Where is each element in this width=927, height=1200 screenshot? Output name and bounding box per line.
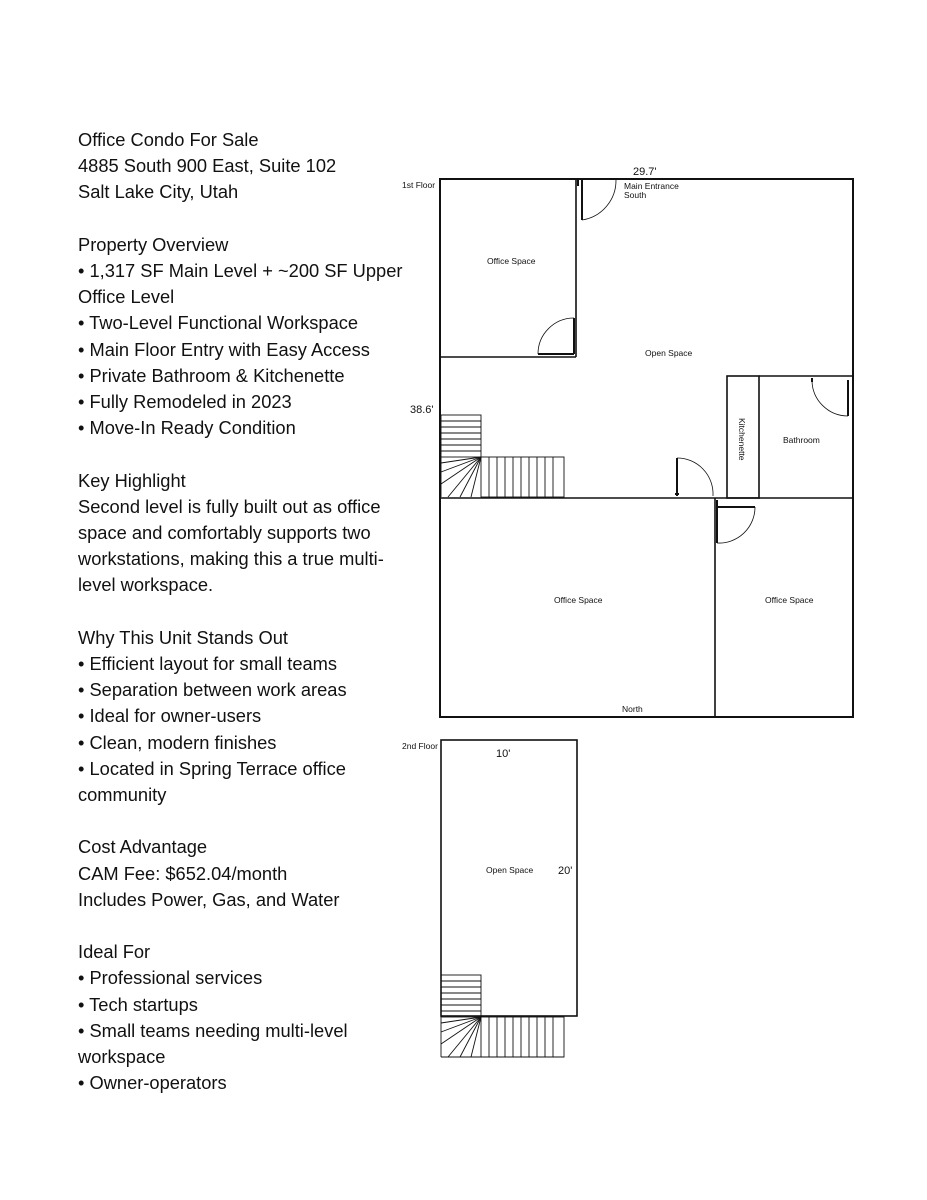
overview-item: • Private Bathroom & Kitchenette bbox=[78, 364, 345, 386]
second-floor-plan bbox=[441, 740, 577, 1057]
room-bathroom: Bathroom bbox=[783, 435, 820, 445]
ideal-item: • Owner-operators bbox=[78, 1072, 227, 1094]
standout-item: • Ideal for owner-users bbox=[78, 705, 262, 727]
standout-heading: Why This Unit Stands Out bbox=[78, 626, 288, 648]
listing-title: Office Condo For Sale bbox=[78, 129, 259, 150]
bathroom-door-icon bbox=[812, 378, 848, 416]
first-floor-label: 1st Floor bbox=[402, 180, 436, 190]
overview-item: • 1,317 SF Main Level + ~200 SF Upper bbox=[78, 260, 403, 281]
main-entrance-direction: South bbox=[624, 190, 647, 200]
address-city: Salt Lake City, Utah bbox=[78, 181, 239, 203]
overview-item: Office Level bbox=[78, 286, 175, 308]
highlight-line: Second level is fully built out as office bbox=[78, 495, 381, 517]
room-office-bottom-right: Office Space bbox=[765, 595, 814, 605]
standout-item: community bbox=[78, 784, 167, 806]
cam-includes: Includes Power, Gas, and Water bbox=[78, 888, 340, 910]
address-street: 4885 South 900 East, Suite 102 bbox=[78, 155, 337, 177]
cost-heading: Cost Advantage bbox=[78, 836, 208, 858]
standout-item: • Efficient layout for small teams bbox=[78, 653, 338, 675]
room-open-space: Open Space bbox=[645, 348, 693, 358]
ideal-item: • Small teams needing multi-level bbox=[78, 1019, 348, 1041]
highlight-heading: Key Highlight bbox=[78, 469, 186, 491]
cam-fee: CAM Fee: $652.04/month bbox=[78, 862, 288, 884]
first-floor-depth-dim: 38.6' bbox=[410, 404, 434, 416]
office-door-icon bbox=[717, 500, 755, 543]
office-door-icon bbox=[538, 318, 574, 354]
first-floor-width-dim: 29.7' bbox=[633, 166, 657, 178]
stairs-icon bbox=[441, 415, 564, 497]
room-office-top-left: Office Space bbox=[487, 256, 536, 266]
overview-item: • Move-In Ready Condition bbox=[78, 417, 296, 439]
overview-heading: Property Overview bbox=[78, 233, 229, 255]
ideal-item: • Professional services bbox=[78, 967, 263, 989]
second-floor-width-dim: 10' bbox=[496, 748, 511, 760]
office-door-icon bbox=[675, 458, 713, 496]
standout-item: • Located in Spring Terrace office bbox=[78, 757, 346, 779]
overview-item: • Two-Level Functional Workspace bbox=[78, 312, 359, 334]
highlight-line: space and comfortably supports two bbox=[78, 522, 371, 544]
overview-item: • Main Floor Entry with Easy Access bbox=[78, 338, 370, 360]
ideal-item: • Tech startups bbox=[78, 993, 198, 1015]
overview-item: • Fully Remodeled in 2023 bbox=[78, 391, 292, 413]
room-kitchenette: Kitchenette bbox=[737, 418, 747, 461]
ideal-item: workspace bbox=[78, 1046, 166, 1068]
room-open-space-upper: Open Space bbox=[486, 865, 534, 875]
standout-item: • Clean, modern finishes bbox=[78, 731, 277, 753]
main-entrance-door-icon bbox=[578, 180, 616, 220]
second-floor-depth-dim: 20' bbox=[558, 865, 573, 877]
ideal-heading: Ideal For bbox=[78, 941, 151, 963]
standout-item: • Separation between work areas bbox=[78, 679, 347, 701]
highlight-line: level workspace. bbox=[78, 574, 214, 596]
room-office-bottom-left: Office Space bbox=[554, 595, 603, 605]
main-entrance-label: Main Entrance bbox=[624, 181, 679, 191]
north-label: North bbox=[622, 704, 643, 714]
second-floor-label: 2nd Floor bbox=[402, 741, 438, 751]
highlight-line: workstations, making this a true multi- bbox=[78, 548, 384, 570]
